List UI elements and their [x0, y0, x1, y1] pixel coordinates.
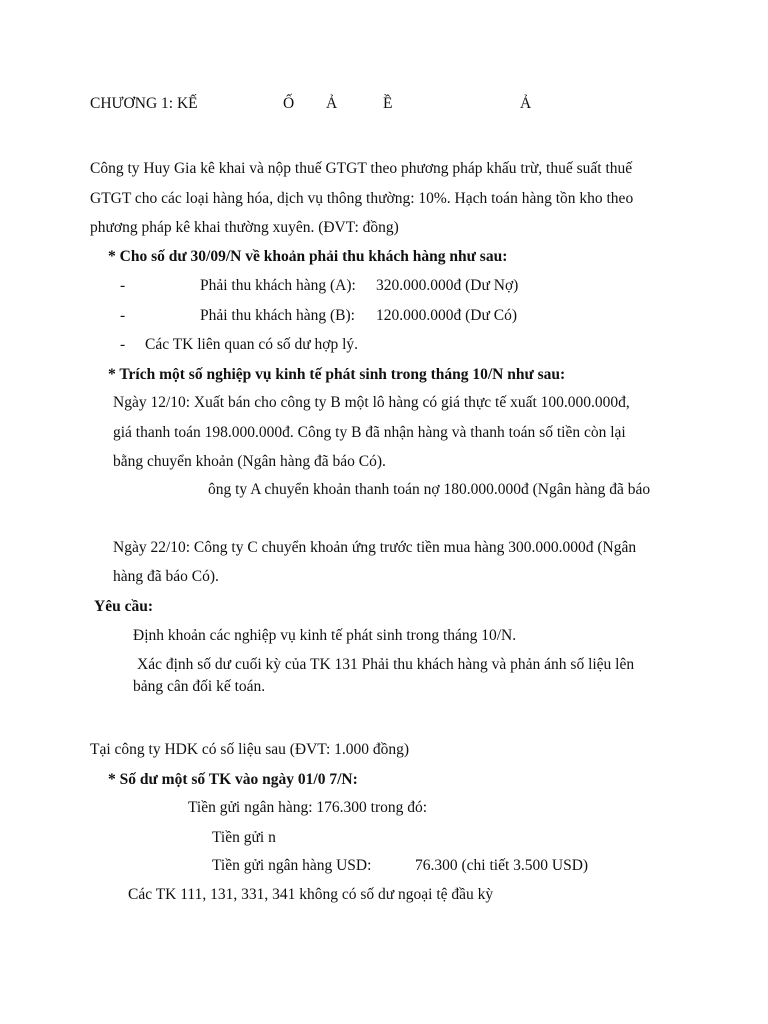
tx2-line-1: ông ty A chuyển khoản thanh toán nợ 180.000.000đ (Ngân hàng đã báo	[208, 481, 651, 498]
problem2-intro: Tại công ty HDK có số liệu sau (ĐVT: 1.000 đồng)	[90, 741, 410, 758]
tx1-line-2: giá thanh toán 198.000.000đ. Công ty B đã nhận hàng và thanh toán số tiền còn lại	[113, 424, 626, 441]
tx1-line-1: Ngày 12/10: Xuất bán cho công ty B một lô hàng có giá thực tế xuất 100.000.000đ,	[113, 394, 630, 411]
bank-deposit-usd-value: 76.300 (chi tiết 3.500 USD)	[415, 857, 589, 874]
requirement-2-line-1: Xác định số dư cuối kỳ của TK 131 Phải thu khách hàng và phản ánh số liệu lên	[137, 656, 635, 673]
chapter-heading	[90, 94, 198, 114]
balance-value-b: 120.000.000đ (Dư Có)	[376, 307, 518, 324]
foreign-currency-note: Các TK 111, 131, 331, 341 không có số dư ngoại tệ đầu kỳ	[128, 886, 494, 903]
balance-label-a: Phải thu khách hàng (A):	[200, 277, 356, 294]
balance-dash: -	[120, 336, 126, 353]
heading-fragment-3: Ề	[383, 95, 393, 112]
transactions-heading: * Trích một số nghiệp vụ kinh tế phát sinh trong tháng 10/N như sau:	[108, 366, 566, 383]
intro-line-2: GTGT cho các loại hàng hóa, dịch vụ thông thường: 10%. Hạch toán hàng tồn kho theo	[90, 190, 634, 207]
intro-line-1: Công ty Huy Gia kê khai và nộp thuế GTGT theo phương pháp khấu trừ, thuế suất thuế	[90, 160, 633, 177]
balance-dash: -	[120, 277, 126, 294]
requirements-heading: Yêu cầu:	[94, 598, 153, 615]
tx3-line-1: Ngày 22/10: Công ty C chuyển khoản ứng trước tiền mua hàng 300.000.000đ (Ngân	[113, 539, 637, 556]
intro-line-3: phương pháp kê khai thường xuyên. (ĐVT: đồng)	[90, 219, 399, 236]
balance-label-b: Phải thu khách hàng (B):	[200, 307, 355, 324]
balance-value-a: 320.000.000đ (Dư Nợ)	[376, 277, 519, 294]
balance-dash: -	[120, 307, 126, 324]
requirement-1: Định khoản các nghiệp vụ kinh tế phát sinh trong tháng 10/N.	[133, 627, 517, 644]
balance-heading: * Cho số dư 30/09/N về khoản phải thu khách hàng như sau:	[108, 248, 508, 265]
bank-deposit-usd-label: Tiền gửi ngân hàng USD:	[212, 857, 372, 874]
problem2-balance-heading: * Số dư một số TK vào ngày 01/0 7/N:	[108, 771, 358, 788]
bank-deposit-vnd: Tiền gửi n	[212, 829, 276, 846]
heading-fragment-1: Ố	[283, 95, 295, 112]
heading-fragment-2: Ả	[326, 95, 338, 112]
tx3-line-2: hàng đã báo Có).	[113, 568, 219, 585]
chapter-title: CHƯƠNG 1: KẾ	[90, 95, 198, 112]
bank-deposit-total: Tiền gửi ngân hàng: 176.300 trong đó:	[188, 799, 428, 816]
heading-fragment-4: Ả	[520, 95, 532, 112]
requirement-2-line-2: bảng cân đối kế toán.	[133, 678, 266, 695]
balance-note: Các TK liên quan có số dư hợp lý.	[145, 336, 359, 353]
tx1-line-3: bằng chuyển khoản (Ngân hàng đã báo Có).	[113, 453, 386, 470]
